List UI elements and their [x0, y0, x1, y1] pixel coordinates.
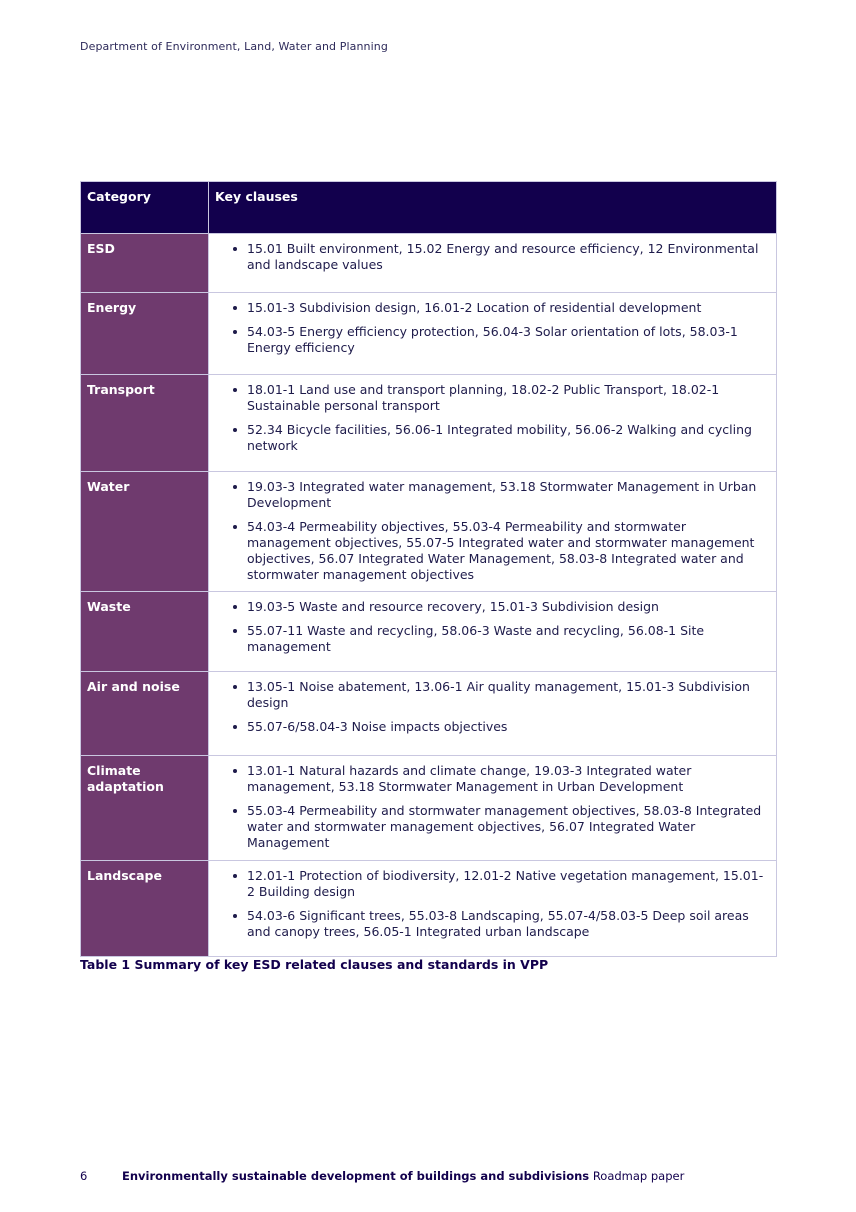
- row-category: Landscape: [81, 861, 209, 957]
- table-row: [81, 375, 777, 472]
- clauses-table-wrapper: [80, 181, 776, 957]
- row-category: Energy: [81, 293, 209, 375]
- page-footer: [80, 1169, 684, 1183]
- row-clauses: [209, 293, 777, 375]
- row-category: Transport: [81, 375, 209, 472]
- row-clauses: [209, 672, 777, 756]
- table-caption: Table 1 Summary of key ESD related clauses and standards in VPP: [80, 957, 549, 972]
- clause-item: 15.01-3 Subdivision design, 16.01-2 Location of residential development: [229, 300, 768, 316]
- clause-item: 19.03-3 Integrated water management, 53.18 Stormwater Management in Urban Development: [229, 479, 768, 511]
- footer-title: Environmentally sustainable development of buildings and subdivisions: [122, 1169, 590, 1183]
- table-row: [81, 592, 777, 672]
- clause-item: 54.03-4 Permeability objectives, 55.03-4 Permeability and stormwater management objectives, 55.07-5 Integrated water and stormwater management objectives, 56.07 Integrated Water Management, 58.03-8 Integrated water and stormwater management objectives: [229, 519, 768, 583]
- clause-item: 12.01-1 Protection of biodiversity, 12.01-2 Native vegetation management, 15.01-2 Building design: [229, 868, 768, 900]
- clause-item: 54.03-5 Energy efficiency protection, 56.04-3 Solar orientation of lots, 58.03-1 Energy efficiency: [229, 324, 768, 356]
- header-key-clauses: Key clauses: [209, 182, 777, 234]
- clause-item: 55.07-6/58.04-3 Noise impacts objectives: [229, 719, 768, 735]
- clause-item: 18.01-1 Land use and transport planning, 18.02-2 Public Transport, 18.02-1 Sustainable personal transport: [229, 382, 768, 414]
- table-row: [81, 672, 777, 756]
- row-clauses: [209, 756, 777, 861]
- row-clauses: [209, 472, 777, 592]
- table-row: [81, 234, 777, 293]
- clause-item: 52.34 Bicycle facilities, 56.06-1 Integrated mobility, 56.06-2 Walking and cycling network: [229, 422, 768, 454]
- table-row: [81, 293, 777, 375]
- row-category: ESD: [81, 234, 209, 293]
- row-category: Waste: [81, 592, 209, 672]
- clause-item: 13.01-1 Natural hazards and climate change, 19.03-3 Integrated water management, 53.18 Stormwater Management in Urban Development: [229, 763, 768, 795]
- clause-item: 55.03-4 Permeability and stormwater management objectives, 58.03-8 Integrated water and stormwater management objectives, 56.07 Integrated Water Management: [229, 803, 768, 851]
- row-clauses: [209, 375, 777, 472]
- clause-item: 15.01 Built environment, 15.02 Energy and resource efficiency, 12 Environmental and landscape values: [229, 241, 768, 273]
- row-category: Water: [81, 472, 209, 592]
- page-number: 6: [80, 1169, 88, 1183]
- clause-item: 54.03-6 Significant trees, 55.03-8 Landscaping, 55.07-4/58.03-5 Deep soil areas and canopy trees, 56.05-1 Integrated urban landscape: [229, 908, 768, 940]
- table-row: [81, 472, 777, 592]
- header-category: Category: [81, 182, 209, 234]
- row-category: Climate adaptation: [81, 756, 209, 861]
- table-row: [81, 756, 777, 861]
- footer-subtitle: Roadmap paper: [592, 1169, 685, 1183]
- row-clauses: [209, 234, 777, 293]
- row-clauses: [209, 861, 777, 957]
- clauses-table: [80, 181, 777, 957]
- table-row: [81, 861, 777, 957]
- table-header-row: [81, 182, 777, 234]
- row-category: Air and noise: [81, 672, 209, 756]
- page-header: Department of Environment, Land, Water and Planning: [80, 40, 388, 53]
- clause-item: 55.07-11 Waste and recycling, 58.06-3 Waste and recycling, 56.08-1 Site management: [229, 623, 768, 655]
- clause-item: 19.03-5 Waste and resource recovery, 15.01-3 Subdivision design: [229, 599, 768, 615]
- clause-item: 13.05-1 Noise abatement, 13.06-1 Air quality management, 15.01-3 Subdivision design: [229, 679, 768, 711]
- row-clauses: [209, 592, 777, 672]
